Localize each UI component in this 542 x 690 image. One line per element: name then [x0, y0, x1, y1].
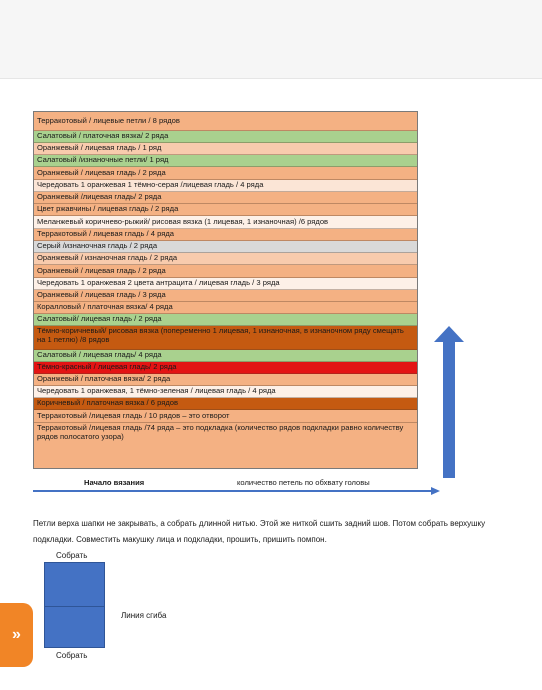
stripe-pattern-table	[33, 111, 418, 469]
pattern-row: Терракотовый /лицевая гладь /74 ряда – это подкладка (количество рядов подкладки равно количеству рядов полосатого узора)	[34, 423, 417, 468]
fold-line-label: Линия сгиба	[121, 611, 167, 620]
pattern-row: Оранжевый / лицевая гладь / 1 ряд	[34, 143, 417, 155]
pattern-row: Коралловый / платочная вязка/ 4 ряда	[34, 302, 417, 314]
gather-top-label: Собрать	[56, 551, 88, 560]
horizontal-arrow-line	[33, 490, 431, 492]
horizontal-arrow-head-icon	[431, 487, 440, 495]
pattern-row: Терракотовый / лицевая гладь / 4 ряда	[34, 229, 417, 241]
pattern-row: Оранжевый / изнаночная гладь / 2 ряда	[34, 253, 417, 265]
pattern-row: Оранжевый / платочная вязка/ 2 ряда	[34, 374, 417, 386]
pattern-row: Оранжевый / лицевая гладь / 3 ряда	[34, 290, 417, 302]
top-bar	[0, 0, 542, 79]
pattern-row: Меланжевый коричнево-рыжий/ рисовая вязка (1 лицевая, 1 изнаночная) /6 рядов	[34, 216, 417, 229]
pattern-row: Терракотовый / лицевые петли / 8 рядов	[34, 112, 417, 131]
pattern-row: Салатовый / платочная вязка/ 2 ряда	[34, 131, 417, 143]
double-chevron-right-icon: »	[12, 626, 21, 643]
pattern-row: Оранжевый /лицевая гладь/ 2 ряда	[34, 192, 417, 204]
pattern-row: Коричневый / платочная вязка / 6 рядов	[34, 398, 417, 410]
pattern-row: Чередовать 1 оранжевая, 1 тёмно-зеленая / лицевая гладь / 4 ряда	[34, 386, 417, 398]
pattern-row: Серый /изнаночная гладь / 2 ряда	[34, 241, 417, 253]
pattern-row: Салатовый/ лицевая гладь / 2 ряда	[34, 314, 417, 326]
pattern-row: Оранжевый / лицевая гладь / 2 ряда	[34, 167, 417, 180]
stitch-count-label: количество петель по обхвату головы	[237, 478, 370, 487]
pattern-row: Цвет ржавчины / лицевая гладь / 2 ряда	[34, 204, 417, 216]
pattern-row: Терракотовый /лицевая гладь / 10 рядов – это отворот	[34, 410, 417, 423]
start-knitting-label: Начало вязания	[84, 478, 145, 487]
pattern-row: Тёмно-красный / лицевая гладь/ 2 ряда	[34, 362, 417, 374]
pattern-row: Чередовать 1 оранжевая 1 тёмно-серая /лицевая гладь / 4 ряда	[34, 180, 417, 192]
expand-panel-button[interactable]	[0, 603, 33, 667]
hat-fold-diagram	[44, 562, 105, 648]
pattern-row: Тёмно-коричневый/ рисовая вязка (попеременно 1 лицевая, 1 изнаночная, в изнаночном ряду смещать на 1 петлю) /8 рядов	[34, 326, 417, 350]
gather-bottom-label: Собрать	[56, 651, 88, 660]
vertical-arrow-shaft	[443, 341, 455, 478]
instructions-text: Петли верха шапки не закрывать, а собрать длинной нитью. Этой же ниткой сшить задний шов. Потом собрать верхушку подкладки. Совместить макушку лица и подкладки, прошить, пришить помпон.	[33, 519, 486, 544]
fold-line	[45, 606, 104, 607]
vertical-arrow-up-icon	[434, 326, 464, 342]
pattern-row: Салатовый / лицевая гладь/ 4 ряда	[34, 350, 417, 362]
pattern-row: Оранжевый / лицевая гладь / 2 ряда	[34, 265, 417, 278]
pattern-row: Салатовый /изнаночные петли/ 1 ряд	[34, 155, 417, 167]
pattern-row: Чередовать 1 оранжевая 2 цвета антрацита / лицевая гладь / 3 ряда	[34, 278, 417, 290]
